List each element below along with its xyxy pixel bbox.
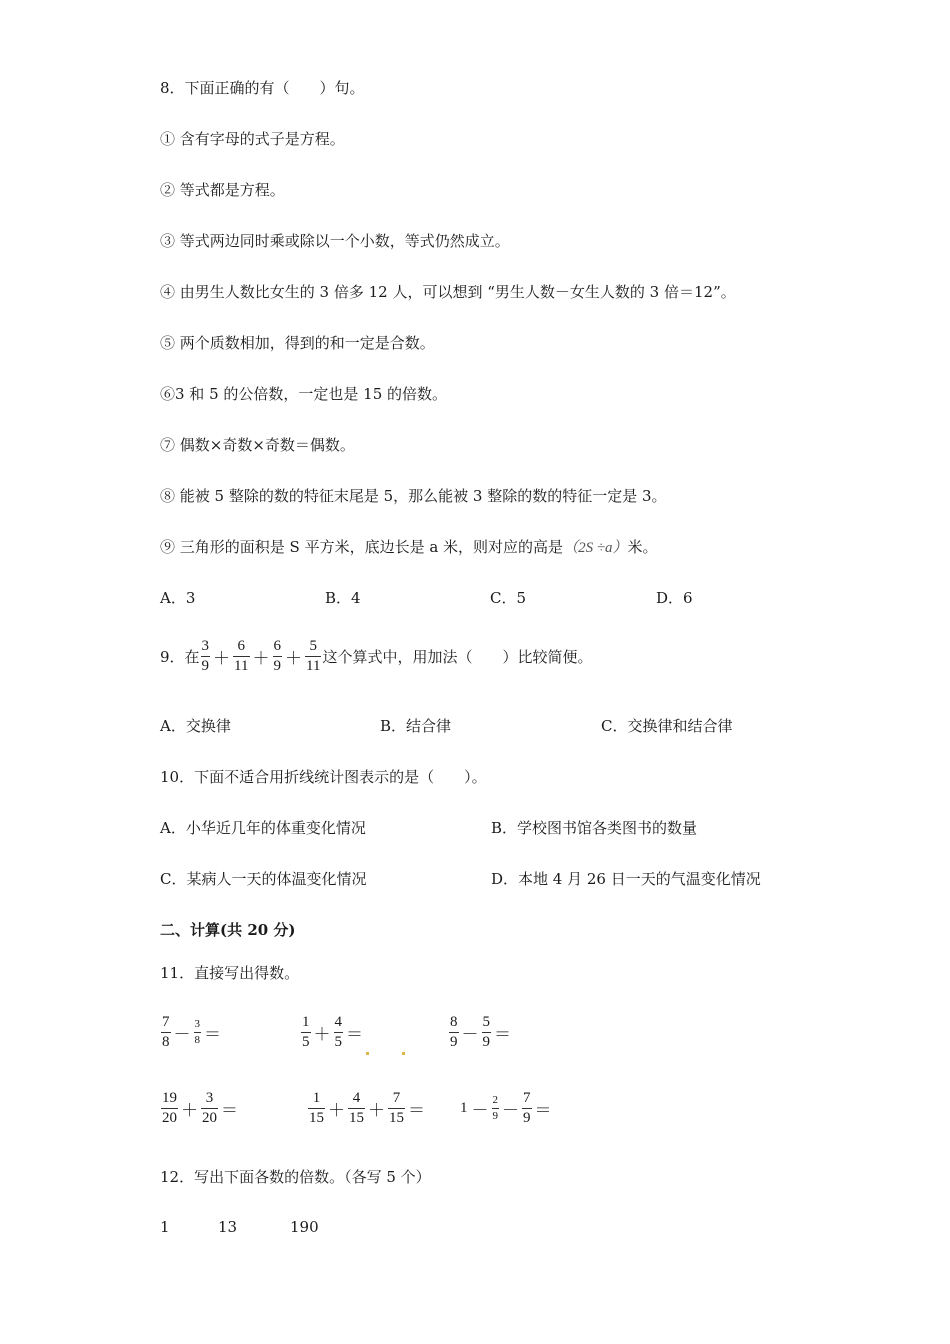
q11-stem: 11．直接写出得数。 xyxy=(160,964,300,982)
q8-option-d[interactable]: D．6 xyxy=(656,589,693,607)
q9-option-a[interactable]: A．交换律 xyxy=(160,717,231,735)
q8-statement-2: ② 等式都是方程。 xyxy=(160,181,285,199)
q9-fraction-4: $\frac{5}{11}$ xyxy=(306,638,321,674)
fraction: $\frac{8}{9}$ xyxy=(450,1014,458,1050)
q9-prefix: 9．在 xyxy=(160,648,200,666)
fraction: $\frac{1}{15}$ xyxy=(309,1090,324,1126)
stray-mark xyxy=(402,1052,405,1055)
q8-statement-3: ③ 等式两边同时乘或除以一个小数，等式仍然成立。 xyxy=(160,232,510,250)
fraction: $\frac{1}{5}$ xyxy=(302,1014,310,1050)
stray-mark xyxy=(366,1052,369,1055)
q9-fraction-3: $\frac{6}{9}$ xyxy=(273,638,281,674)
equals-sign: ＝ xyxy=(494,1025,511,1044)
q12-stem: 12．写出下面各数的倍数。（各写 5 个） xyxy=(160,1168,431,1186)
q8-statement-8: ⑧ 能被 5 整除的数的特征末尾是 5，那么能被 3 整除的数的特征一定是 3。 xyxy=(160,487,667,505)
q9-option-b[interactable]: B．结合律 xyxy=(380,717,452,735)
q8-option-b[interactable]: B．4 xyxy=(325,589,361,607)
fraction: $\frac{19}{20}$ xyxy=(162,1090,177,1126)
number-one: 1 xyxy=(460,1100,468,1116)
plus-sign: ＋ xyxy=(181,1101,198,1120)
q8-statement-5: ⑤ 两个质数相加，得到的和一定是合数。 xyxy=(160,334,435,352)
plus-sign: ＋ xyxy=(285,649,302,668)
q9-fraction-1: $\frac{3}{9}$ xyxy=(201,638,210,674)
q8-stem: 8．下面正确的有（ ）句。 xyxy=(160,79,365,97)
q12-number-190: 190 xyxy=(290,1218,319,1236)
fraction: $\frac{7}{15}$ xyxy=(389,1090,404,1126)
equals-sign: ＝ xyxy=(408,1101,425,1120)
q11-expression-6 xyxy=(458,1090,554,1127)
q12-number-13: 13 xyxy=(218,1218,238,1236)
plus-sign: ＋ xyxy=(252,649,270,668)
fraction: $\frac{3}{8}$ xyxy=(194,1018,200,1046)
q8-option-a[interactable]: A．3 xyxy=(160,589,196,607)
equals-sign: ＝ xyxy=(204,1025,221,1044)
fraction: $\frac{7}{9}$ xyxy=(523,1090,531,1126)
q11-expression-5 xyxy=(307,1090,427,1127)
q9-suffix: 这个算式中，用加法（ ）比较简便。 xyxy=(322,648,593,666)
q9-option-c[interactable]: C．交换律和结合律 xyxy=(601,717,733,735)
equals-sign: ＝ xyxy=(534,1101,552,1120)
q10-option-b[interactable]: B．学校图书馆各类图书的数量 xyxy=(491,819,698,837)
q12-number-1: 1 xyxy=(160,1218,170,1236)
q10-stem: 10．下面不适合用折线统计图表示的是（ ）。 xyxy=(160,768,487,786)
minus-sign: － xyxy=(173,1025,191,1044)
fraction: $\frac{5}{9}$ xyxy=(482,1014,490,1050)
plus-sign: ＋ xyxy=(328,1101,345,1120)
equals-sign: ＝ xyxy=(221,1101,238,1120)
fraction: $\frac{4}{15}$ xyxy=(349,1090,364,1126)
q8-statement-4: ④ 由男生人数比女生的 3 倍多 12 人，可以想到 “男生人数－女生人数的 3 倍＝12”。 xyxy=(160,283,736,301)
plus-sign: ＋ xyxy=(368,1101,385,1120)
q11-expression-4 xyxy=(160,1090,240,1127)
q8-statement-9 xyxy=(160,537,658,558)
q10-option-a[interactable]: A．小华近几年的体重变化情况 xyxy=(160,819,366,837)
fraction: $\frac{7}{8}$ xyxy=(162,1014,170,1050)
q9-stem xyxy=(160,638,592,675)
minus-sign: － xyxy=(471,1101,489,1120)
q9-fraction-2: $\frac{6}{11}$ xyxy=(234,638,249,674)
q10-option-d[interactable]: D．本地 4 月 26 日一天的气温变化情况 xyxy=(491,870,761,888)
q8-option-c[interactable]: C．5 xyxy=(490,589,527,607)
minus-sign: － xyxy=(502,1101,519,1120)
fraction: $\frac{2}{9}$ xyxy=(492,1094,498,1122)
q8-statement-9-text: ⑨ 三角形的面积是 S 平方米，底边长是 a 米，则对应的高是 xyxy=(160,538,564,556)
minus-sign: － xyxy=(461,1025,479,1044)
q8-statement-7: ⑦ 偶数×奇数×奇数＝偶数。 xyxy=(160,436,355,454)
q11-expression-2 xyxy=(300,1014,365,1051)
plus-sign: ＋ xyxy=(313,1025,331,1044)
section-title: 二、计算(共 20 分) xyxy=(160,921,296,939)
q8-statement-1: ① 含有字母的式子是方程。 xyxy=(160,130,345,148)
q11-expression-1 xyxy=(160,1014,223,1051)
fraction: $\frac{3}{20}$ xyxy=(202,1090,217,1126)
fraction: $\frac{4}{5}$ xyxy=(334,1014,342,1050)
q11-expression-3 xyxy=(448,1014,513,1051)
plus-sign: ＋ xyxy=(213,649,231,668)
q8-statement-6: ⑥3 和 5 的公倍数，一定也是 15 的倍数。 xyxy=(160,385,448,403)
equals-sign: ＝ xyxy=(346,1025,363,1044)
q10-option-c[interactable]: C．某病人一天的体温变化情况 xyxy=(160,870,367,888)
height-formula: （2S ÷a） xyxy=(563,540,628,556)
q8-statement-9-unit: 米。 xyxy=(627,538,658,556)
